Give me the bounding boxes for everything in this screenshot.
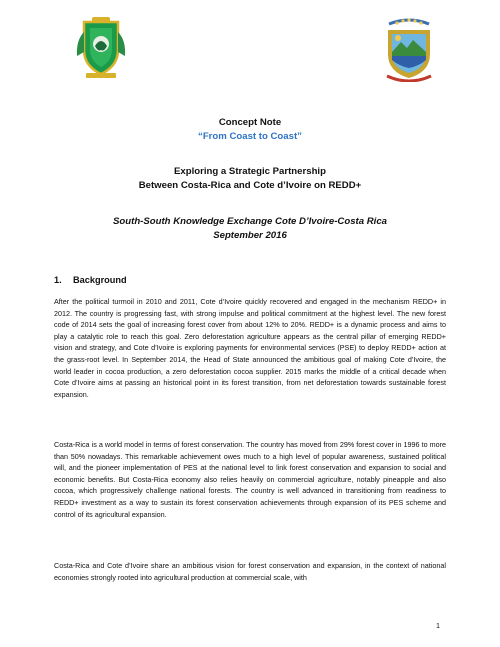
section-title: Background [73,275,127,285]
section-number: 1. [54,275,62,285]
exchange-heading: South-South Knowledge Exchange Cote D’Ivoire-Costa Rica [113,216,387,227]
partnership-heading-line-1: Exploring a Strategic Partnership [174,166,326,177]
cote-divoire-coat-of-arms-icon [74,16,128,80]
paragraph: After the political turmoil in 2010 and 2011, Cote d’Ivoire quickly recovered and engaged in the mechanism REDD+ in 2012. The country is progressing fast, with strong impulse and political commitment at the highest level. The new forest code of 2014 sets the goal of increasing forest cover from about 12% to 20%. REDD+ is a dynamic process and aims to play a catalytic role to reach this goal. Zero deforestation agriculture appears as the central pillar of emerging REDD+ vision and strategy, and Cote d’Ivoire is exploring payments for environmental services (PSE) to deploy REDD+ action at the grass-root level. In September 2014, the Head of State announced the ambitious goal of making Cote d’Ivoire, the world leader in cocoa production, a zero deforestation cocoa supplier. 2015 marks the middle of a critical decade when Cote d’Ivoire aims at passing an historical point in its forest transition, from net deforestation towards sustainable forest expansion. [54,297,446,399]
document-date: September 2016 [213,230,287,241]
paragraph: Costa-Rica and Cote d’Ivoire share an ambitious vision for forest conservation and expansion, in the context of national economies strongly rooted into agricultural production at commercial scale, with [54,561,446,582]
partnership-heading-line-2: Between Costa-Rica and Cote d’Ivoire on REDD+ [138,180,362,191]
section-heading-background [54,275,127,285]
document-subtitle: “From Coast to Coast” [198,131,302,142]
page-number: 1 [436,621,440,630]
paragraph: Costa-Rica is a world model in terms of forest conservation. The country has moved from 29% forest cover in 1996 to more than 50% nowadays. This remarkable achievement owes much to a high level of popular awareness, sustained political will, and the pioneer implementation of PES at the national level to link forest conservation and expansion to social and economic benefits. But Costa-Rica economy also relies heavily on commercial agriculture, notably pineapple and also cocoa, which progressively challenge national forests. The country is well advanced in transitioning from readiness to REDD+ investment as a way to sustain its forest conservation achievements through expansion of its PES scheme and control of its agricultural expansion. [54,440,446,519]
costa-rica-coat-of-arms-icon [383,16,435,82]
document-title: Concept Note [218,117,282,128]
